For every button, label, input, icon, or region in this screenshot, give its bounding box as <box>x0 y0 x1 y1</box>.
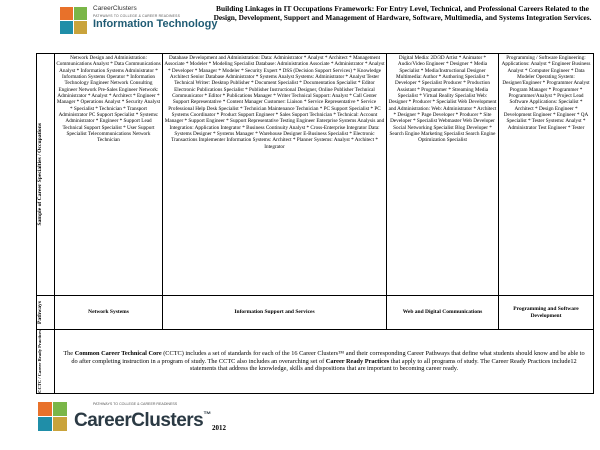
cctc-row <box>37 330 594 394</box>
header <box>0 0 600 44</box>
pathway-information-support: Information Support and Services <box>163 296 387 330</box>
framework-table <box>36 53 594 394</box>
pathway-programming: Programming and Software Development <box>499 296 594 330</box>
career-clusters-logo <box>60 5 218 39</box>
logo-brand: CareerClusters <box>93 5 137 12</box>
occupations-row <box>37 54 594 296</box>
logo-squares-icon <box>60 7 88 35</box>
footer-logo <box>38 398 238 440</box>
information-support-occupations: Database Development and Administration: Data: Administrator * Analyst * Architect * Management Associate * Modeler * Modeling Specialist Database: Administration Associate * Administrator * Analyst * Developer * Manager * Modeler * Security Expert * DSS (Decision Support Services) * Knowledge Architect Senior Database Administrator * Systems Analyst Systems: Administrator * Analyst Tester Technical Writer: Desktop Publisher * Document Specialist * Documentation Specialist * Editor Electronic Publications Specialist * Publisher Instructional Designer, Online Publisher Technical Communicator * Editor * Publications Manager * Writer Technical Support: Analyst * Call Center Support Representative * Content Manager Customer: Liaison * Service Representative * Service Professional Help Desk Specialist * Technician Maintenance Technician * PC Support Specialist * PC Systems Coordinator * Product Support Engineer * Sales Support Technician * Technical: Account Manager * Support Engineer * Support Representative Testing Engineer Enterprise Systems Analysis and Integration: Application Integrator * Business Continuity Analyst * Cross-Enterprise Integrator Data: Systems Designer * Systems Manager * Warehouse Designer E-Business Specialist * Electronic Transactions Implementer Information Systems: Architect * Planner Systems: Analyst * Architect * Integrator <box>163 54 387 296</box>
footer-squares-icon <box>38 402 68 432</box>
cctc-row-label: CCTC / Career Ready Practices <box>37 330 55 394</box>
footer-brand: CareerClusters™ <box>74 410 211 431</box>
network-systems-occupations: Network Design and Administration: Communications Analyst * Data Communications Analyst * Information Systems Administrator * Information Systems Operator * Information Technology Engineer Network Consulting Engineer Network Pre-Sales Engineer Network: Administrator * Analyst * Architect * Engineer * Manager * Operations Analyst * Security Analyst * Specialist * Technician * Transport Administrator PC Support Specialist * Systems: Administrator * Engineer * Support Lead Technical Support Specialist * User Support Specialist Telecommunications Network Technician <box>55 54 163 296</box>
logo-tagline: PATHWAYS TO COLLEGE & CAREER READINESS <box>93 14 181 18</box>
cctc-bold-term: Common Career Technical Core <box>74 349 162 357</box>
pathway-web-digital: Web and Digital Communications <box>387 296 499 330</box>
footer-year: 2012 <box>212 424 226 432</box>
cluster-name: Information Technology <box>93 18 218 30</box>
pathway-network-systems: Network Systems <box>55 296 163 330</box>
footer-tagline: PATHWAYS TO COLLEGE & CAREER READINESS <box>93 402 178 406</box>
pathways-row-label: Pathways <box>37 296 55 330</box>
programming-occupations: Programming / Software Engineering: Applications: Analyst * Engineer Business Analyst * Computer Engineer * Data Modeler Operating System: Designer/Engineer * Programmer Analyst Program Manager * Programmer * Programmer/Analyst * Project Lead Software Applications: Specialist * Architect * Design Engineer * Development Engineer * Engineer * QA Specialist * Tester Systems: Analyst * Administrator Test Engineer * Tester <box>499 54 594 296</box>
web-digital-occupations: Digital Media: 2D/3D Artist * Animator * Audio/Video Engineer * Designer * Media Specialist * Media/Instructional Designer Multimedia: Author * Authoring Specialist * Developer * Specialist Producer * Production Assistant * Programmer * Streaming Media Specialist * Virtual Reality Specialist Web: Designer * Producer * Specialist Web Development and Administration: Web: Administrator * Architect * Designer * Page Developer * Producer * Site Developer * Specialist Webmaster Web Developer Social Networking Specialist Blog Developer * Search Engine Marketing Specialist Search Engine Optimization Specialist <box>387 54 499 296</box>
pathways-row <box>37 296 594 330</box>
cctc-description: The Common Career Technical Core (CCTC) includes a set of standards for each of the 16 Career Clusters™ and their corresponding Career Pathways that define what students should know and be able to do after completing instruction in a program of study. The CCTC also includes an overarching set of Career Ready Practices that apply to all programs of study. The Career Ready Practices include12 statements that address the knowledge, skills and dispositions that are important to becoming career ready. <box>55 330 594 394</box>
career-ready-practices-term: Career Ready Practices <box>325 357 390 365</box>
page-title: Building Linkages in IT Occupations Framework: For Entry Level, Technical, and Professional Careers Related to the Design, Development, Support and Management of Hardware, Software, Multimedia, and Systems Integration Services. <box>213 4 592 23</box>
occupations-row-label: Sample of Career Specialties / Occupations <box>37 54 55 296</box>
